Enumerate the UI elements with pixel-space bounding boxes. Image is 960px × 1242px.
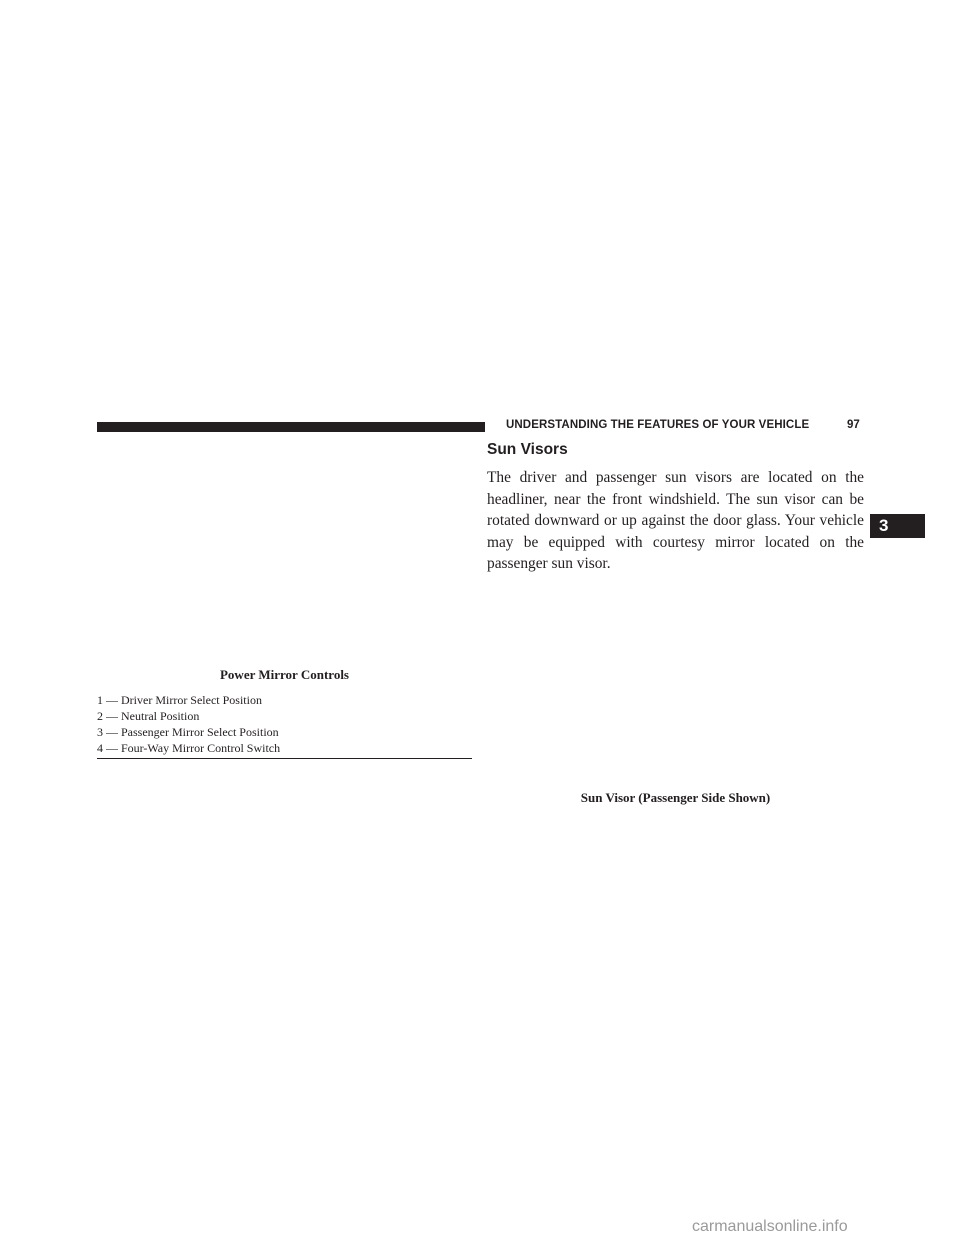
header-rule xyxy=(97,422,485,432)
running-header-title: UNDERSTANDING THE FEATURES OF YOUR VEHICLE xyxy=(506,419,810,431)
power-mirror-legend xyxy=(97,692,472,759)
sun-visors-body: The driver and passenger sun visors are located on the headliner, near the front windshield. The sun visor can be rotated downward or up against the door glass. Your vehicle may be equipped with courtesy mirror located on the passenger sun visor. xyxy=(487,469,864,573)
legend-item: 2 — Neutral Position xyxy=(97,709,200,723)
legend-item: 3 — Passenger Mirror Select Position xyxy=(97,725,279,739)
chapter-tab: 3 xyxy=(870,514,925,538)
legend-item: 4 — Four-Way Mirror Control Switch xyxy=(97,741,281,755)
legend-item: 1 — Driver Mirror Select Position xyxy=(97,693,262,707)
watermark: carmanualsonline.info xyxy=(692,1218,848,1235)
power-mirror-figure-caption: Power Mirror Controls xyxy=(219,667,349,682)
sun-visor-figure-caption: Sun Visor (Passenger Side Shown) xyxy=(580,790,771,805)
page-number: 97 xyxy=(847,419,860,431)
sun-visors-heading: Sun Visors xyxy=(487,441,568,458)
